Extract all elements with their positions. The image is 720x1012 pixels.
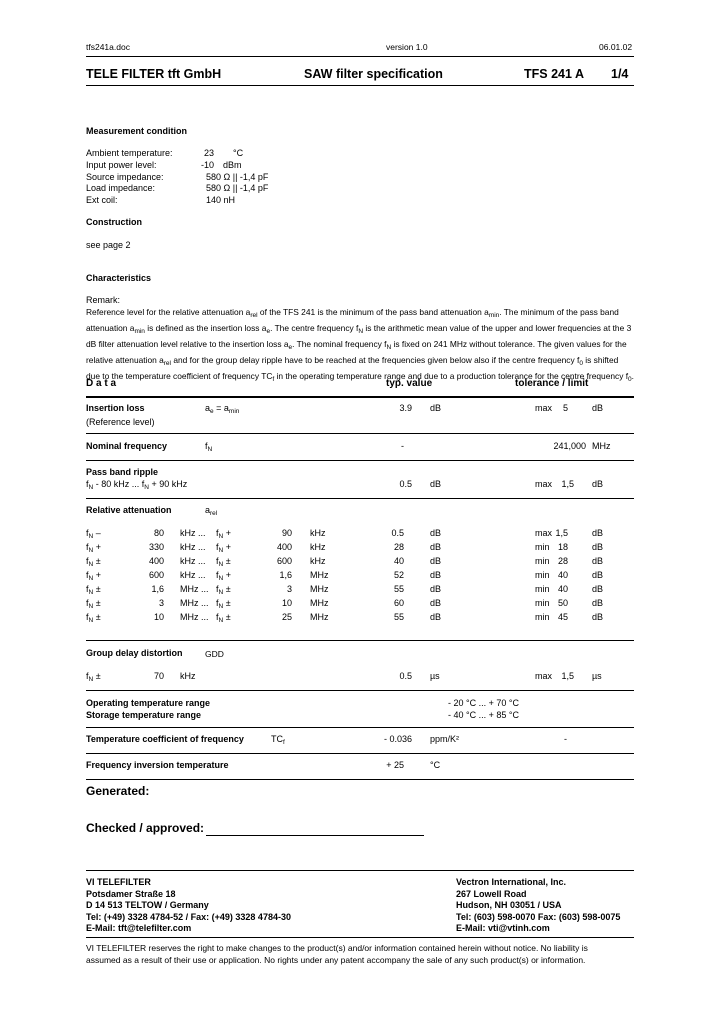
relatt-cell: dB (430, 556, 442, 566)
meas-label: Input power level: (86, 160, 157, 170)
table-header-rule (86, 396, 634, 398)
relatt-cell: 45 (557, 612, 568, 622)
relatt-cell: MHz (310, 584, 329, 594)
file-name: tfs241a.doc (86, 42, 130, 52)
relatt-cell: $f_N$ + (216, 528, 231, 540)
checked-label: Checked / approved: (86, 821, 205, 835)
relatt-cell: dB (592, 598, 604, 608)
relatt-cell: 40 (557, 584, 568, 594)
construction-text: see page 2 (86, 240, 131, 250)
page-number: 1/4 (611, 67, 629, 81)
relatt-cell: dB (592, 542, 604, 552)
relatt-cell: $f_N$ ± (86, 598, 101, 610)
relatt-cell: 0.5 (391, 528, 404, 538)
relatt-cell: $f_N$ ± (86, 584, 101, 596)
characteristics-heading: Characteristics (86, 273, 152, 283)
part-number: TFS 241 A (524, 67, 584, 81)
relatt-cell: 60 (393, 598, 404, 608)
relatt-cell: 400 (148, 556, 164, 566)
relatt-cell: 3 (286, 584, 292, 594)
meas-value: 580 Ω || -1,4 pF (206, 172, 269, 182)
relatt-cell: 600 (276, 556, 292, 566)
relatt-cell: 10 (281, 598, 292, 608)
relatt-cell: 40 (557, 570, 568, 580)
relatt-cell: $f_N$ ± (216, 584, 231, 596)
top-rule (86, 56, 634, 57)
relatt-cell: 55 (393, 612, 404, 622)
sttemp-label: Storage temperature range (86, 710, 202, 720)
version: version 1.0 (386, 42, 428, 52)
relatt-cell: 90 (281, 528, 292, 538)
relatt-cell: MHz (310, 570, 329, 580)
disclaimer: assumed as a result of their use or application. No rights under any patent accompany the sale of any such product(s) or information. (86, 955, 586, 965)
relatt-cell: min (535, 612, 550, 622)
relatt-cell: dB (430, 612, 442, 622)
relatt-cell: 28 (393, 542, 404, 552)
relatt-cell: $f_N$ + (86, 570, 101, 582)
col-tolerance: tolerance / limit (515, 378, 589, 389)
disclaimer: VI TELEFILTER reserves the right to make changes to the product(s) and/or information contained herein without notice. No liability is (86, 943, 588, 953)
relatt-cell: $f_N$ ± (216, 598, 231, 610)
relatt-cell: 25 (281, 612, 292, 622)
relatt-cell: $f_N$ ± (216, 612, 231, 624)
relatt-cell: 80 (153, 528, 164, 538)
relatt-cell: 55 (393, 584, 404, 594)
relatt-cell: kHz (310, 556, 326, 566)
relatt-cell: 1,6 (151, 584, 164, 594)
relatt-cell: 28 (557, 556, 568, 566)
remark-label: Remark: (86, 295, 121, 305)
meas-label: Ext coil: (86, 195, 118, 205)
meas-label: Source impedance: (86, 172, 164, 182)
relatt-cell: dB (592, 528, 604, 538)
meas-value: -10 (201, 160, 215, 170)
relatt-cell: $f_N$ ± (86, 612, 101, 624)
relatt-cell: dB (430, 584, 442, 594)
meas-unit: dBm (223, 160, 242, 170)
optemp-label: Operating temperature range (86, 698, 211, 708)
generated-label: Generated: (86, 784, 150, 798)
relatt-cell: $f_N$ ± (86, 556, 101, 568)
construction-heading: Construction (86, 217, 142, 227)
date: 06.01.02 (599, 42, 633, 52)
relatt-cell: MHz (310, 598, 329, 608)
relatt-cell: 10 (153, 612, 164, 622)
relatt-cell: $f_N$ – (86, 528, 101, 540)
relatt-cell: min (535, 598, 550, 608)
relatt-cell: min (535, 584, 550, 594)
relatt-cell: 50 (557, 598, 568, 608)
relatt-cell: MHz ... (180, 584, 209, 594)
relatt-cell: 3 (158, 598, 164, 608)
meas-unit: °C (233, 148, 244, 158)
relatt-cell: min (535, 570, 550, 580)
col-data: D a t a (86, 378, 117, 389)
relatt-cell: kHz (310, 528, 326, 538)
relatt-cell: dB (430, 598, 442, 608)
relatt-cell: 40 (393, 556, 404, 566)
meas-label: Ambient temperature: (86, 148, 173, 158)
meas-value: 23 (204, 148, 215, 158)
relatt-cell: kHz ... (180, 542, 206, 552)
relatt-cell: dB (592, 612, 604, 622)
relatt-cell: 330 (148, 542, 164, 552)
relatt-cell: min (535, 556, 550, 566)
relatt-cell: $f_N$ ± (216, 556, 231, 568)
relatt-cell: MHz ... (180, 598, 209, 608)
relatt-cell: dB (592, 584, 604, 594)
meas-value: 580 Ω || -1,4 pF (206, 183, 269, 193)
optemp-value: - 20 °C ... + 70 °C (448, 698, 519, 708)
relatt-cell: $f_N$ + (216, 542, 231, 554)
relatt-cell: min (535, 542, 550, 552)
relatt-cell: 400 (276, 542, 292, 552)
company-title: TELE FILTER tft GmbH (86, 67, 222, 81)
relatt-cell: 600 (148, 570, 164, 580)
relatt-cell: kHz ... (180, 556, 206, 566)
relatt-cell: dB (592, 556, 604, 566)
measurement-heading: Measurement condition (86, 126, 188, 136)
relatt-cell: dB (592, 570, 604, 580)
relatt-cell: 1,5 (555, 528, 568, 538)
meas-value: 140 nH (206, 195, 236, 205)
sttemp-value: - 40 °C ... + 85 °C (448, 710, 519, 720)
signature-line (206, 835, 424, 836)
meas-label: Load impedance: (86, 183, 156, 193)
doc-title: SAW filter specification (304, 67, 443, 81)
title-rule (86, 85, 634, 86)
relatt-cell: kHz ... (180, 528, 206, 538)
relatt-cell: 18 (557, 542, 568, 552)
relatt-cell: MHz ... (180, 612, 209, 622)
relatt-label: Relative attenuation (86, 505, 172, 515)
relatt-cell: $f_N$ + (216, 570, 231, 582)
relatt-cell: max (535, 528, 553, 538)
relatt-symbol: $a_{rel}$ (205, 505, 218, 517)
relatt-cell: MHz (310, 612, 329, 622)
relatt-cell: dB (430, 570, 442, 580)
relatt-cell: $f_N$ + (86, 542, 101, 554)
remark-text: Reference level for the relative attenuation $a_{rel}$ of the TFS 241 is the minimum of the pass band attenuation $a_{min}$. The minimum of the pass band attenuation $a_{min}$ is defined as the insertion loss $a_e$. The centre frequency $f_N$ is the arithmetic mean value of the upper and lower frequencies at the 3 dB filter attenuation level relative to the insertion loss $a_e$. The nominal frequency $f_N$ is fixed on 241 MHz without tolerance. The given values for the relative attenuation $a_{rel}$ and for the group delay ripple have to be reached at the frequencies given below also if the centre frequency $f_0$ is shifted due to the temperature coefficient of frequency $TC_f$ in the operating temperature range and due to a production tolerance for the centre frequency $f_0$. (86, 307, 634, 383)
relatt-cell: kHz ... (180, 570, 206, 580)
relatt-cell: 52 (393, 570, 404, 580)
col-typ: typ. value (386, 378, 433, 389)
relatt-cell: kHz (310, 542, 326, 552)
relatt-cell: dB (430, 542, 442, 552)
relatt-cell: dB (430, 528, 442, 538)
relatt-cell: 1,6 (279, 570, 292, 580)
